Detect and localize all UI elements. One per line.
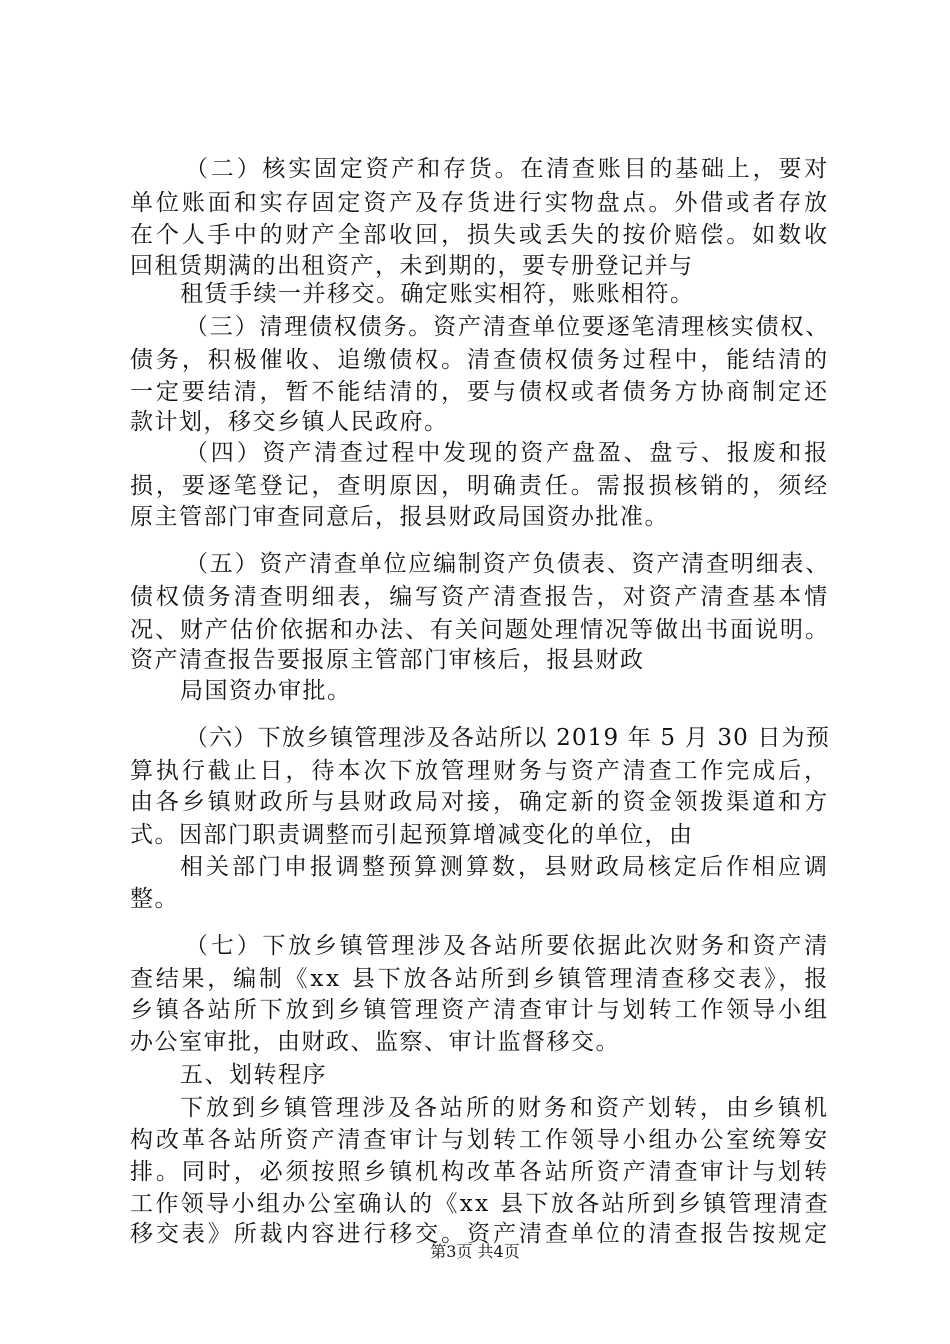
text-line: 五、划转程序 xyxy=(180,1062,327,1088)
text-line: 租赁手续一并移交。确定账实相符，账账相符。 xyxy=(180,281,695,307)
text-line: 排。同时，必须按照乡镇机构改革各站所资产清查审计与划转 xyxy=(130,1159,830,1185)
text-line: 式。因部门职责调整而引起预算增减变化的单位，由 xyxy=(130,822,694,848)
text-line: 在个人手中的财产全部收回，损失或丢失的按价赔偿。如数收 xyxy=(130,222,830,248)
page-footer: 第3页 共4页 xyxy=(430,1242,520,1261)
text-line: 债权债务清查明细表，编写资产清查报告，对资产清查基本情 xyxy=(130,584,830,610)
text-line: 原主管部门审查同意后，报县财政局国资办批准。 xyxy=(130,504,669,530)
text-line: 下放到乡镇管理涉及各站所的财务和资产划转，由乡镇机 xyxy=(180,1095,830,1121)
text-line: 整。 xyxy=(130,886,179,912)
text-line: 局国资办审批。 xyxy=(180,678,352,704)
text-line: 况、财产估价依据和办法、有关问题处理情况等做出书面说明。 xyxy=(130,617,830,643)
text-line: 构改革各站所资产清查审计与划转工作领导小组办公室统筹安 xyxy=(130,1127,830,1153)
text-line: （五）资产清查单位应编制资产负债表、资产清查明细表、 xyxy=(185,551,830,577)
text-line: （四）资产清查过程中发现的资产盘盈、盘亏、报废和报 xyxy=(185,440,830,466)
text-line: （七）下放乡镇管理涉及各站所要依据此次财务和资产清 xyxy=(185,933,830,959)
text-line: 查结果，编制《xx 县下放各站所到乡镇管理清查移交表》，报 xyxy=(130,966,830,992)
text-line: 办公室审批，由财政、监察、审计监督移交。 xyxy=(130,1029,620,1055)
text-line: 款计划，移交乡镇人民政府。 xyxy=(130,409,449,435)
text-line: 回租赁期满的出租资产，未到期的，要专册登记并与 xyxy=(130,253,694,279)
text-line: 债务，积极催收、追缴债权。清查债权债务过程中，能结清的 xyxy=(130,347,830,373)
text-line: （三）清理债权债务。资产清查单位要逐笔清理核实债权、 xyxy=(185,314,830,340)
text-line: 资产清查报告要报原主管部门审核后，报县财政 xyxy=(130,647,645,673)
text-line: 由各乡镇财政所与县财政局对接，确定新的资金领拨渠道和方 xyxy=(130,789,830,815)
text-line: （二）核实固定资产和存货。在清查账目的基础上，要对 xyxy=(185,156,830,182)
text-line: 算执行截止日，待本次下放管理财务与资产清查工作完成后， xyxy=(130,758,830,784)
text-line: 相关部门申报调整预算测算数，县财政局核定后作相应调 xyxy=(180,854,830,880)
text-line: 一定要结清，暂不能结清的，要与债权或者债务方协商制定还 xyxy=(130,379,830,405)
text-line: 移交表》所裁内容进行移交。资产清查单位的清查报告按规定 xyxy=(130,1221,830,1247)
text-line: 工作领导小组办公室确认的《xx 县下放各站所到乡镇管理清查 xyxy=(130,1191,830,1217)
text-line: 损，要逐笔登记，查明原因，明确责任。需报损核销的，须经 xyxy=(130,473,830,499)
text-line: 单位账面和实存固定资产及存货进行实物盘点。外借或者存放 xyxy=(130,190,830,216)
text-line: （六）下放乡镇管理涉及各站所以 2019 年 5 月 30 日为预 xyxy=(185,725,830,751)
text-line: 乡镇各站所下放到乡镇管理资产清查审计与划转工作领导小组 xyxy=(130,997,830,1023)
